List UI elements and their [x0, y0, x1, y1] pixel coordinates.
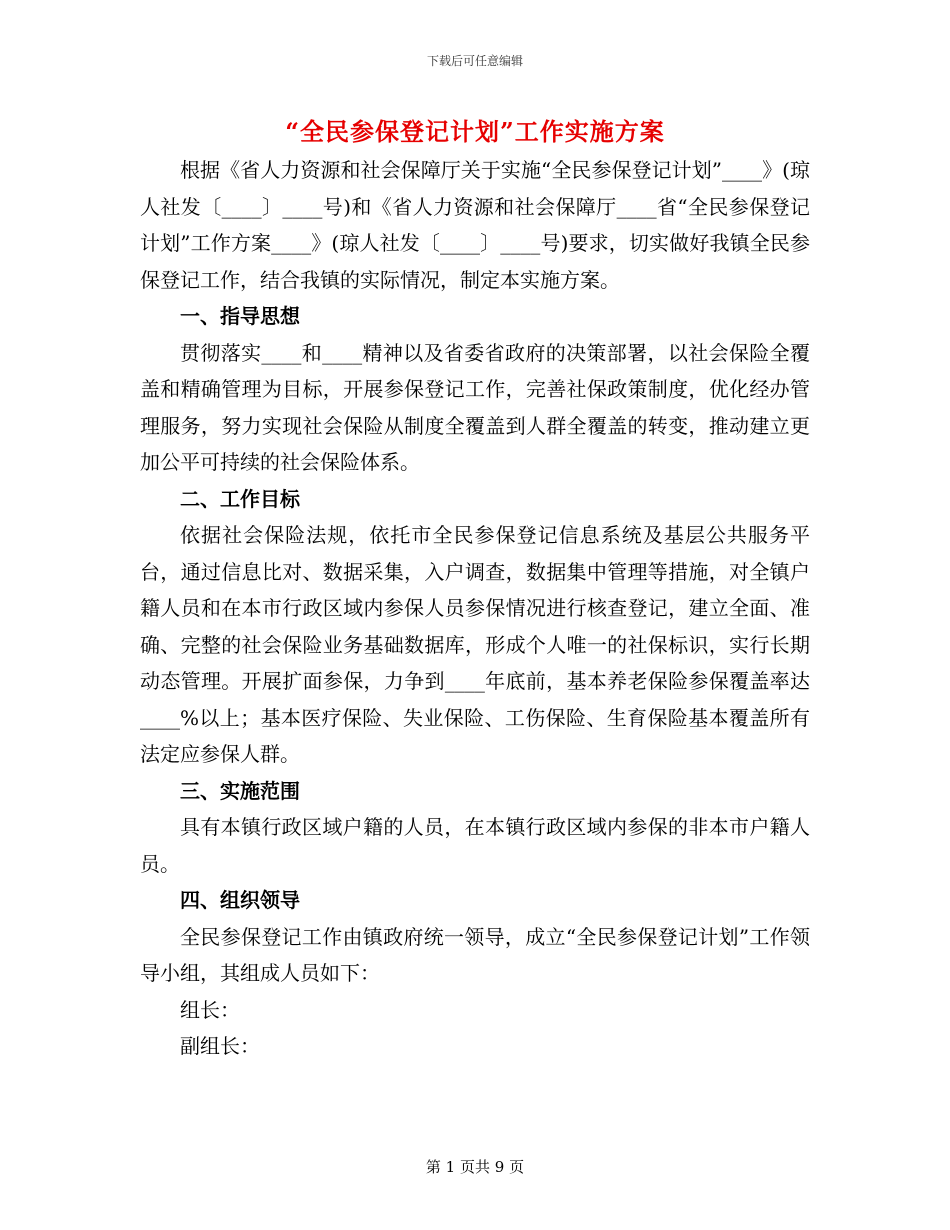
member-deputy-leader: 副组长：	[180, 1034, 260, 1058]
section-heading-leadership: 四、组织领导	[180, 888, 300, 912]
section-heading-work-goals: 二、工作目标	[180, 486, 300, 511]
section-text-work-goals: 依据社会保险法规，依托市全民参保登记信息系统及基层公共服务平台，通过信息比对、数据采集，入户调查，数据集中管理等措施，对全镇户籍人员和在本市行政区域内参保人员参保情况进行核查登记，建立全面、准确、完整的社会保险业务基础数据库，形成个人唯一的社保标识，实行长期动态管理。开展扩面参保，力争到____年底前，基本养老保险参保覆盖率达____%以上；基本医疗保险、失业保险、工伤保险、生育保险基本覆盖所有法定应参保人群。	[140, 523, 810, 766]
intro-paragraph: 根据《省人力资源和社会保障厅关于实施“全民参保登记计划”____》(琼人社发〔____〕____号)和《省人力资源和社会保障厅____省“全民参保登记计划”工作方案____》(琼人社发〔____〕____号)要求，切实做好我镇全民参保登记工作，结合我镇的实际情况，制定本实施方案。	[140, 158, 810, 292]
section-heading-guiding-ideology: 一、指导思想	[180, 304, 300, 328]
header-note: 下载后可任意编辑	[426, 54, 523, 68]
member-leader: 组长：	[180, 997, 240, 1022]
page-footer: 第 1 页共 9 页	[425, 1158, 525, 1176]
section-text-leadership: 全民参保登记工作由镇政府统一领导，成立“全民参保登记计划”工作领导小组，其组成人员如下：	[140, 924, 810, 985]
section-heading-scope: 三、实施范围	[180, 778, 300, 803]
section-text-scope: 具有本镇行政区域户籍的人员，在本镇行政区域内参保的非本市户籍人员。	[140, 815, 810, 876]
section-text-guiding-ideology: 贯彻落实____和____精神以及省委省政府的决策部署，以社会保险全覆盖和精确管理为目标，开展参保登记工作，完善社保政策制度，优化经办管理服务，努力实现社会保险从制度全覆盖到人群全覆盖的转变，推动建立更加公平可持续的社会保险体系。	[140, 340, 810, 474]
document-title: “全民参保登记计划”工作实施方案	[285, 117, 665, 146]
document-body	[140, 152, 810, 1065]
